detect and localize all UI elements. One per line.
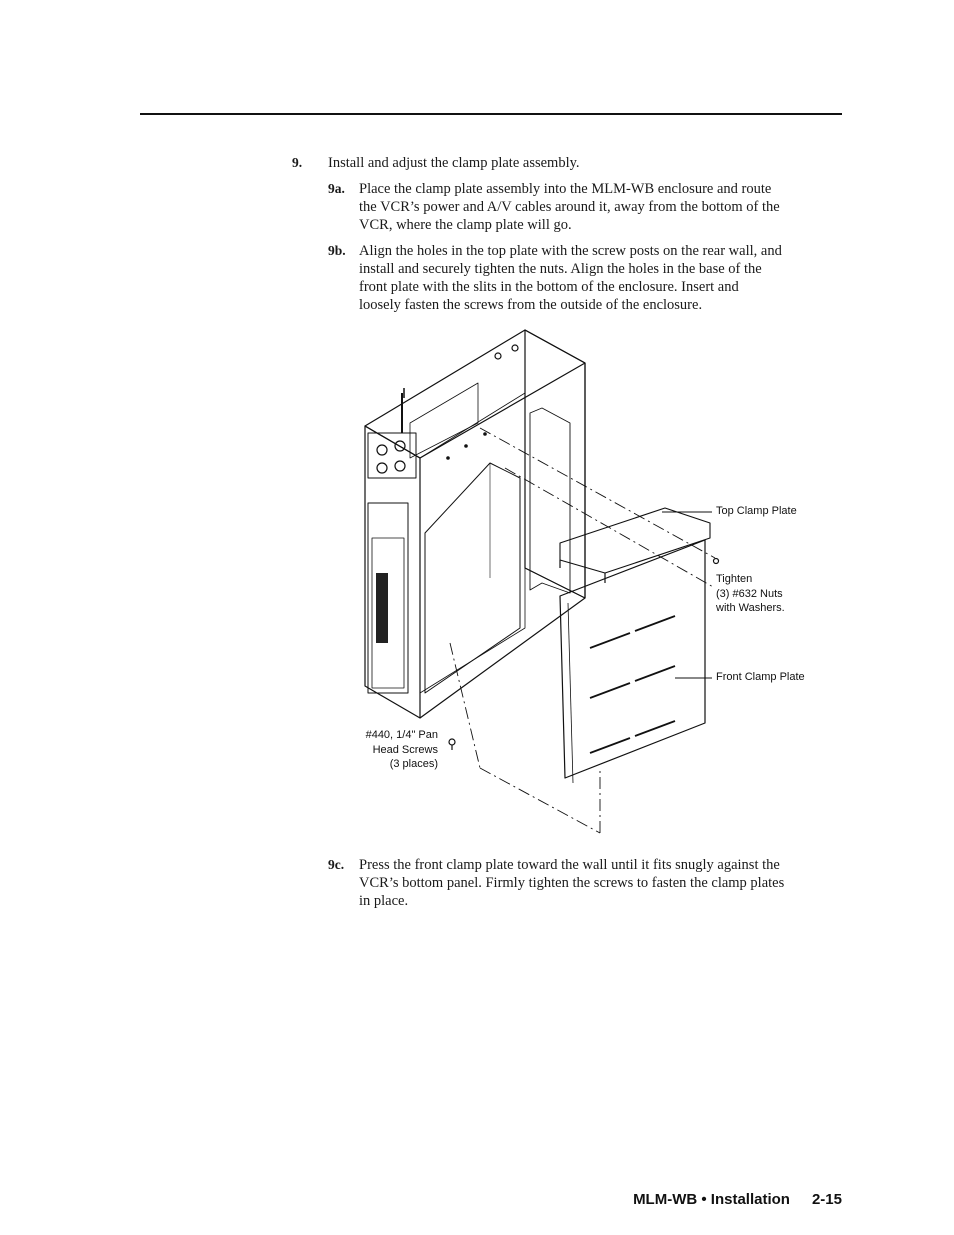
- page-footer: [633, 1191, 842, 1208]
- callout-pan-head-screws: #440, 1/4" Pan Head Screws (3 places): [365, 729, 438, 770]
- callout-top-clamp-plate: Top Clamp Plate: [716, 505, 797, 517]
- header-rule: [140, 113, 842, 115]
- pan-head-screw-icon: [449, 739, 455, 750]
- step-9-text: Install and adjust the clamp plate assembly.: [328, 155, 580, 171]
- rear-bracket: [530, 408, 570, 593]
- enclosure-side-wall: [525, 330, 585, 598]
- enclosure-left-panel: [365, 426, 420, 718]
- footer-section: MLM-WB • Installation: [633, 1191, 790, 1208]
- page-number: 2-15: [811, 1191, 842, 1208]
- clamp-plate-assembly-diagram: [330, 328, 850, 838]
- step-9a-line: Place the clamp plate assembly into the MLM-WB enclosure and route: [359, 181, 772, 197]
- enclosure-top-opening: [365, 330, 585, 458]
- callout-tighten-nuts: Tighten (3) #632 Nuts with Washers.: [716, 573, 785, 614]
- step-9a-number: 9a.: [328, 181, 345, 196]
- step-9b-number: 9b.: [328, 243, 346, 258]
- step-9a-line: the VCR’s power and A/V cables around it, away from the bottom of the: [359, 199, 780, 215]
- nut-washer-icon: [714, 559, 719, 564]
- step-9b-line: install and securely tighten the nuts. Align the holes in the base of the: [359, 261, 762, 277]
- step-9b-line: loosely fasten the screws from the outside of the enclosure.: [359, 297, 703, 313]
- step-9-number: 9.: [292, 155, 303, 170]
- step-9b-line: Align the holes in the top plate with the screw posts on the rear wall, and: [359, 243, 782, 259]
- junction-box: [368, 433, 416, 478]
- front-clamp-plate: [560, 540, 705, 778]
- callout-front-clamp-plate: Front Clamp Plate: [716, 671, 805, 683]
- step-9a-line: VCR, where the clamp plate will go.: [359, 217, 572, 233]
- step-9c-line: in place.: [359, 893, 409, 909]
- step-9c-line: VCR’s bottom panel. Firmly tighten the screws to fasten the clamp plates: [359, 875, 785, 891]
- step-9b-line: front plate with the slits in the bottom of the enclosure. Insert and: [359, 279, 739, 295]
- step-9c-line: Press the front clamp plate toward the wall until it fits snugly against the: [359, 857, 780, 873]
- step-9c-number: 9c.: [328, 857, 345, 872]
- top-clamp-plate: [560, 508, 710, 573]
- vcr-box: [425, 463, 520, 693]
- keyhole-icon: [495, 353, 501, 359]
- keyhole-icon: [512, 345, 518, 351]
